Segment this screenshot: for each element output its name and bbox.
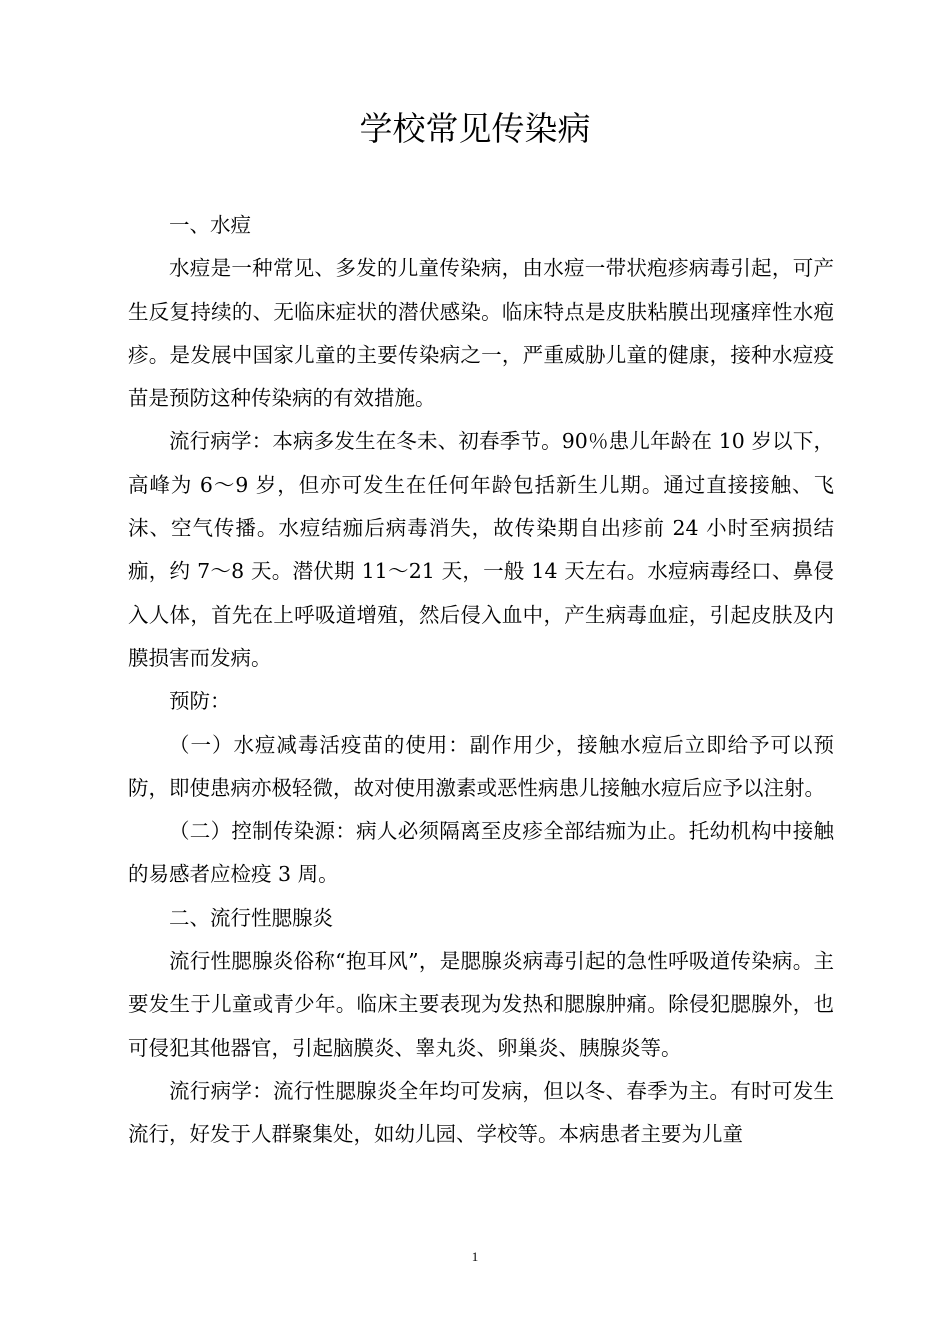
paragraph-mumps-intro: 流行性腮腺炎俗称“抱耳风”，是腮腺炎病毒引起的急性呼吸道传染病。主要发生于儿童或青少年。临床主要表现为发热和腮腺肿痛。除侵犯腮腺外，也可侵犯其他器官，引起脑膜炎、睾丸炎、卵巢炎、胰腺炎等。 xyxy=(128,949,834,1060)
section-heading-chickenpox: 一、水痘 xyxy=(169,213,251,237)
page-number: 1 xyxy=(471,1249,479,1264)
document-title: 学校常见传染病 xyxy=(359,109,591,148)
paragraph-prevention-label: 预防： xyxy=(169,689,231,714)
section-heading-mumps: 二、流行性腮腺炎 xyxy=(169,905,333,930)
paragraph-mumps-epidemiology: 流行病学：流行性腮腺炎全年均可发病，但以冬、春季为主。有时可发生流行，好发于人群聚集处，如幼儿园、学校等。本病患者主要为儿童 xyxy=(128,1078,834,1147)
document-body xyxy=(128,204,834,1157)
paragraph-prevention-isolation: （二）控制传染源：病人必须隔离至皮疹全部结痂为止。托幼机构中接触的易感者应检疫 3 周。 xyxy=(128,819,834,887)
paragraph-prevention-vaccine: （一）水痘减毒活疫苗的使用：副作用少，接触水痘后立即给予可以预防，即使患病亦极轻微，故对使用激素或恶性病患儿接触水痘后应予以注射。 xyxy=(128,732,834,800)
paragraph-chickenpox-intro: 水痘是一种常见、多发的儿童传染病，由水痘一带状疱疹病毒引起，可产生反复持续的、无临床症状的潜伏感染。临床特点是皮肤粘膜出现瘙痒性水疱疹。是发展中国家儿童的主要传染病之一，严重威胁儿童的健康，接种水痘疫苗是预防这种传染病的有效措施。 xyxy=(128,256,834,411)
paragraph-chickenpox-epidemiology: 流行病学：本病多发生在冬未、初春季节。90％患儿年龄在 10 岁以下，高峰为 6～9 岁，但亦可发生在任何年龄包括新生儿期。通过直接接触、飞沫、空气传播。水痘结痂后病毒消失，故传染期自出疹前 24 小时至病损结痂，约 7～8 天。潜伏期 11～21 天，一般 14 天左右。水痘病毒经口、鼻侵入人体，首先在上呼吸道增殖，然后侵入血中，产生病毒血症，引起皮肤及内膜损害而发病。 xyxy=(128,429,834,670)
